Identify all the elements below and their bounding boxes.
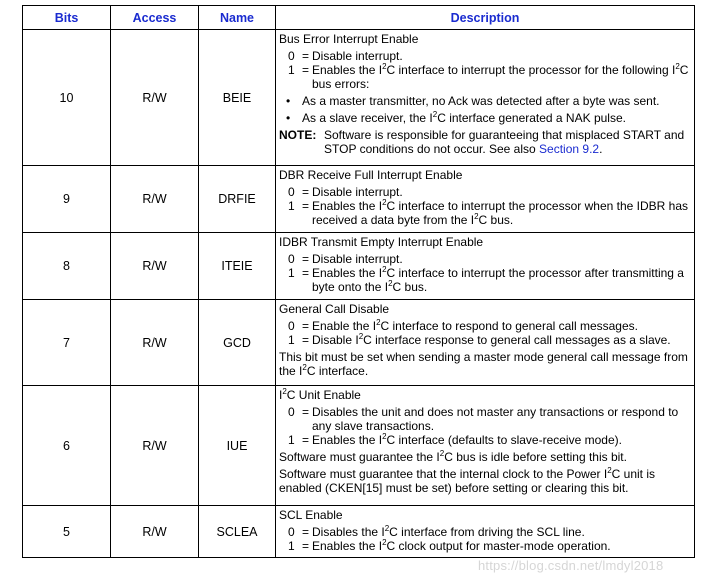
option-1: 1 = Enables the $I^2C$ interface to interrupt the processor after transmitting a byte onto the $I^2C$ bus. — [288, 265, 684, 294]
note-block: NOTE: Software is responsible for guaranteeing that misplaced START and STOP conditions do not occur. See also Section 9.2. — [279, 128, 685, 156]
description-cell — [276, 300, 695, 386]
option-0: 0 = Disable interrupt. — [288, 185, 403, 199]
col-header-description: Description — [276, 6, 695, 30]
table-row — [23, 30, 695, 166]
option-0: 0 = Disable interrupt. — [288, 49, 403, 63]
description-cell — [276, 506, 695, 558]
field-title: DBR Receive Full Interrupt Enable — [279, 168, 463, 182]
option-1: 1 = Enables the $I^2C$ interface to interrupt the processor for the following $I^2C$ bus errors: — [288, 62, 689, 91]
option-0: 0 = Disables the unit and does not master any transactions or respond to any slave transactions. — [288, 405, 679, 433]
description-paragraph: Software must guarantee the $I^2C$ bus is idle before setting this bit. — [279, 449, 627, 464]
table-row — [23, 506, 695, 558]
bits-cell: 10 — [23, 30, 111, 166]
bits-cell: 5 — [23, 506, 111, 558]
bullet-item: • As a slave receiver, the $I^2C$ interface generated a NAK pulse. — [286, 110, 626, 125]
description-paragraph: Software must guarantee that the internal clock to the Power $I^2C$ unit is enabled (CKEN[15] must be set) before setting or clearing this bit. — [279, 466, 655, 495]
bits-cell: 7 — [23, 300, 111, 386]
bits-cell: 8 — [23, 233, 111, 300]
field-title: Bus Error Interrupt Enable — [279, 32, 419, 46]
description-paragraph: This bit must be set when sending a master mode general call message from the $I^2C$ interface. — [279, 350, 688, 378]
name-cell: DRFIE — [199, 166, 276, 233]
name-cell: IUE — [199, 386, 276, 506]
name-cell: BEIE — [199, 30, 276, 166]
col-header-name: Name — [199, 6, 276, 30]
option-0: 0 = Disable interrupt. — [288, 252, 403, 266]
field-title: SCL Enable — [279, 508, 343, 522]
description-cell — [276, 166, 695, 233]
description-cell — [276, 386, 695, 506]
section-link[interactable]: Section 9.2 — [539, 142, 600, 156]
option-0: 0 = Enable the $I^2C$ interface to respond to general call messages. — [288, 318, 638, 333]
col-header-bits: Bits — [23, 6, 111, 30]
access-cell: R/W — [111, 300, 199, 386]
option-1: 1 = Disable $I^2C$ interface response to general call messages as a slave. — [288, 332, 671, 347]
option-1: 1 = Enables the $I^2C$ interface to interrupt the processor when the IDBR has received a data byte from the $I^2C$ bus. — [288, 198, 688, 227]
bullet-item: • As a master transmitter, no Ack was detected after a byte was sent. — [286, 94, 660, 108]
header-row — [23, 6, 695, 30]
watermark: https://blog.csdn.net/lmdyl2018 — [478, 558, 664, 573]
table-row — [23, 233, 695, 300]
field-title: General Call Disable — [279, 302, 390, 316]
table-row — [23, 166, 695, 233]
field-title: IDBR Transmit Empty Interrupt Enable — [279, 235, 484, 249]
register-bit-table — [22, 5, 695, 558]
field-title: $I^2C$ Unit Enable — [279, 387, 361, 402]
option-1: 1 = Enables the $I^2C$ clock output for master-mode operation. — [288, 538, 611, 553]
name-cell: SCLEA — [199, 506, 276, 558]
name-cell: GCD — [199, 300, 276, 386]
access-cell: R/W — [111, 506, 199, 558]
access-cell: R/W — [111, 166, 199, 233]
option-0: 0 = Disables the $I^2C$ interface from driving the SCL line. — [288, 524, 585, 539]
table-row — [23, 386, 695, 506]
access-cell: R/W — [111, 386, 199, 506]
name-cell: ITEIE — [199, 233, 276, 300]
bits-cell: 9 — [23, 166, 111, 233]
access-cell: R/W — [111, 30, 199, 166]
description-cell — [276, 233, 695, 300]
col-header-access: Access — [111, 6, 199, 30]
option-1: 1 = Enables the $I^2C$ interface (defaults to slave-receive mode). — [288, 432, 622, 447]
table-row — [23, 300, 695, 386]
access-cell: R/W — [111, 233, 199, 300]
description-cell — [276, 30, 695, 166]
bits-cell: 6 — [23, 386, 111, 506]
